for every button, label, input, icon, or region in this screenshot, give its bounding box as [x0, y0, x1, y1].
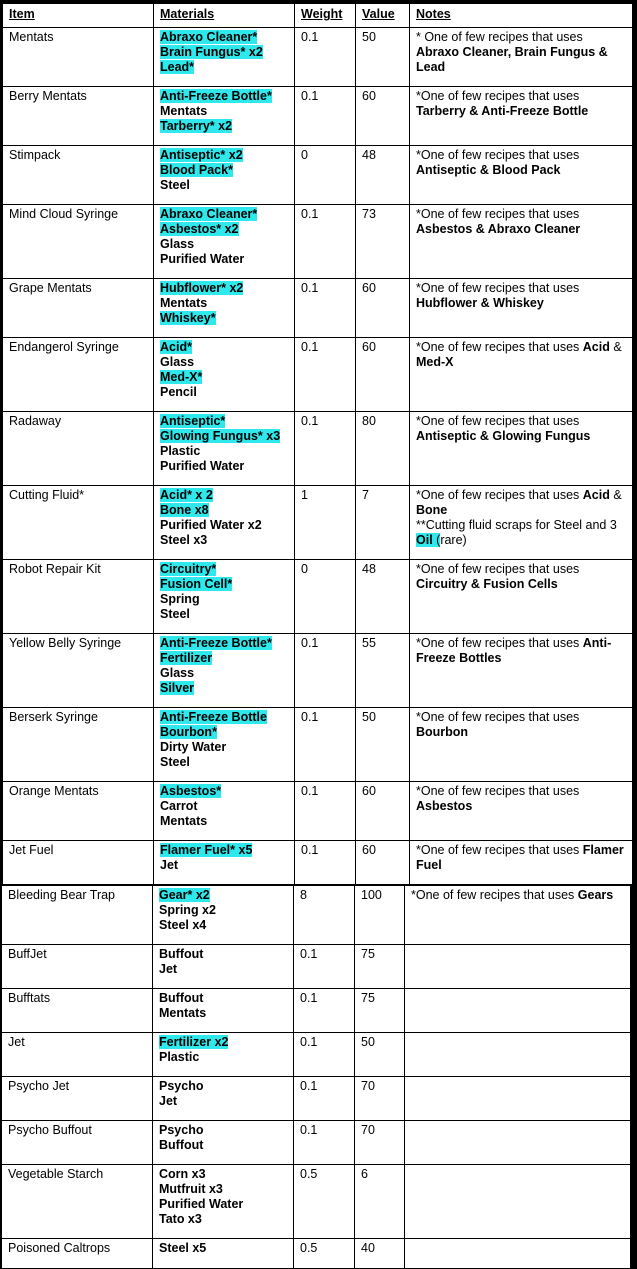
material-text: Plastic	[159, 1050, 200, 1064]
table-row	[2, 1077, 631, 1121]
header-value: Value	[356, 4, 410, 28]
table-row	[3, 412, 633, 486]
item-cell: Poisoned Caltrops	[2, 1239, 153, 1269]
material-entry	[160, 843, 290, 858]
material-text: Mentats	[160, 296, 208, 310]
item-cell: Vegetable Starch	[2, 1165, 153, 1239]
material-text: Gear* x2	[159, 888, 210, 902]
material-entry	[160, 104, 290, 119]
material-text: Asbestos* x2	[160, 222, 239, 236]
material-entry	[159, 918, 289, 933]
materials-cell	[153, 886, 294, 945]
materials-cell	[154, 87, 295, 146]
table-row	[3, 841, 633, 885]
note-text: &	[609, 488, 622, 502]
item-cell: BuffJet	[2, 945, 153, 989]
material-entry	[160, 681, 290, 696]
material-entry	[160, 237, 290, 252]
notes-cell	[405, 1121, 631, 1165]
notes-cell	[410, 841, 633, 885]
material-entry	[159, 962, 289, 977]
note-text: Med-X	[416, 355, 454, 369]
material-entry	[160, 503, 290, 518]
value-cell: 60	[356, 338, 410, 412]
notes-cell	[410, 412, 633, 486]
material-text: Acid*	[160, 340, 192, 354]
notes-cell	[410, 28, 633, 87]
materials-cell	[154, 146, 295, 205]
material-entry	[160, 755, 290, 770]
materials-cell	[153, 1077, 294, 1121]
note-text: *One of few recipes that uses	[416, 784, 580, 798]
material-entry	[160, 119, 290, 134]
note-text: Anti-Freeze Bottles	[416, 636, 612, 665]
material-text: Abraxo Cleaner*	[160, 207, 258, 221]
note-text: Asbestos & Abraxo Cleaner	[416, 222, 581, 236]
material-entry	[160, 607, 290, 622]
value-cell: 50	[355, 1033, 405, 1077]
material-text: Fusion Cell*	[160, 577, 233, 591]
note-text: *One of few recipes that uses	[416, 636, 583, 650]
material-text: Steel x5	[159, 1241, 207, 1255]
materials-cell	[153, 989, 294, 1033]
note-text: *One of few recipes that uses	[411, 888, 578, 902]
material-entry	[160, 577, 290, 592]
notes-cell	[410, 486, 633, 560]
materials-cell	[153, 1033, 294, 1077]
weight-cell: 0.1	[295, 279, 356, 338]
weight-cell: 0.1	[295, 28, 356, 87]
notes-cell	[410, 708, 633, 782]
material-entry	[159, 1094, 289, 1109]
note-text: &	[609, 340, 622, 354]
material-entry	[160, 784, 290, 799]
material-text: Glowing Fungus* x3	[160, 429, 281, 443]
table-row	[3, 28, 633, 87]
value-cell: 60	[356, 841, 410, 885]
material-text: Flamer Fuel* x5	[160, 843, 253, 857]
material-entry	[160, 296, 290, 311]
value-cell: 7	[356, 486, 410, 560]
material-text: Jet	[160, 858, 179, 872]
note-text: *One of few recipes that uses	[416, 340, 583, 354]
material-text: Glass	[160, 666, 195, 680]
material-entry	[159, 991, 289, 1006]
table-row	[3, 560, 633, 634]
material-text: Steel	[160, 755, 190, 769]
notes-cell	[410, 279, 633, 338]
material-text: Mentats	[160, 814, 208, 828]
material-entry	[159, 1182, 289, 1197]
material-entry	[159, 1006, 289, 1021]
material-text: Mentats	[159, 1006, 207, 1020]
item-cell: Stimpack	[3, 146, 154, 205]
material-entry	[160, 222, 290, 237]
material-entry	[159, 1035, 289, 1050]
notes-cell	[405, 886, 631, 945]
recipes-table-bottom	[1, 885, 631, 1269]
material-entry	[160, 355, 290, 370]
value-cell: 80	[356, 412, 410, 486]
table-row	[3, 708, 633, 782]
note-text: * One of few recipes that uses	[416, 30, 583, 44]
weight-cell: 0.1	[294, 1077, 355, 1121]
material-text: Antiseptic*	[160, 414, 226, 428]
material-entry	[160, 740, 290, 755]
materials-cell	[154, 486, 295, 560]
value-cell: 75	[355, 945, 405, 989]
material-text: Dirty Water	[160, 740, 227, 754]
material-text: Circuitry*	[160, 562, 217, 576]
note-text: *One of few recipes that uses	[416, 281, 580, 295]
material-entry	[160, 370, 290, 385]
material-entry	[160, 710, 290, 725]
material-text: Anti-Freeze Bottle*	[160, 636, 272, 650]
material-text: Steel	[160, 607, 190, 621]
material-text: Tarberry* x2	[160, 119, 233, 133]
item-cell: Mind Cloud Syringe	[3, 205, 154, 279]
note-text: *One of few recipes that uses	[416, 148, 580, 162]
material-entry	[160, 562, 290, 577]
material-text: Blood Pack*	[160, 163, 233, 177]
material-text: Mutfruit x3	[159, 1182, 223, 1196]
note-text: Bourbon	[416, 725, 469, 739]
notes-cell	[410, 146, 633, 205]
note-text: Asbestos	[416, 799, 473, 813]
material-entry	[160, 89, 290, 104]
table-row	[3, 87, 633, 146]
item-cell: Jet	[2, 1033, 153, 1077]
material-entry	[160, 459, 290, 474]
table-row	[2, 1033, 631, 1077]
material-text: Fertilizer x2	[159, 1035, 229, 1049]
material-entry	[159, 1050, 289, 1065]
material-entry	[160, 252, 290, 267]
material-entry	[159, 947, 289, 962]
table-row	[2, 886, 631, 945]
material-entry	[159, 1123, 289, 1138]
material-entry	[160, 163, 290, 178]
notes-cell	[405, 1239, 631, 1269]
material-text: Anti-Freeze Bottle*	[160, 89, 272, 103]
value-cell: 70	[355, 1121, 405, 1165]
material-entry	[159, 1167, 289, 1182]
note-text: *One of few recipes that uses	[416, 710, 580, 724]
material-entry	[160, 725, 290, 740]
weight-cell: 0.1	[294, 1121, 355, 1165]
table-row	[2, 945, 631, 989]
material-entry	[160, 45, 290, 60]
value-cell: 60	[356, 782, 410, 841]
table-row	[3, 205, 633, 279]
material-entry	[160, 533, 290, 548]
material-text: Steel x4	[159, 918, 207, 932]
material-text: Antiseptic* x2	[160, 148, 243, 162]
note-text: Acid	[582, 488, 610, 502]
material-text: Abraxo Cleaner*	[160, 30, 258, 44]
material-entry	[160, 148, 290, 163]
material-text: Med-X*	[160, 370, 203, 384]
item-cell: Berry Mentats	[3, 87, 154, 146]
value-cell: 60	[356, 87, 410, 146]
materials-cell	[154, 338, 295, 412]
note-text: Hubflower & Whiskey	[416, 296, 544, 310]
notes-cell	[405, 989, 631, 1033]
material-text: Corn x3	[159, 1167, 206, 1181]
material-text: Pencil	[160, 385, 197, 399]
materials-cell	[153, 1165, 294, 1239]
note-text: Tarberry & Anti-Freeze Bottle	[416, 104, 589, 118]
material-text: Plastic	[160, 444, 201, 458]
item-cell: Radaway	[3, 412, 154, 486]
material-entry	[160, 60, 290, 75]
material-entry	[160, 444, 290, 459]
item-cell: Mentats	[3, 28, 154, 87]
item-cell: Yellow Belly Syringe	[3, 634, 154, 708]
note-text: *One of few recipes that uses	[416, 488, 583, 502]
note-text: *One of few recipes that uses	[416, 562, 580, 576]
weight-cell: 0.1	[295, 841, 356, 885]
weight-cell: 0.1	[294, 945, 355, 989]
material-entry	[160, 814, 290, 829]
table-row	[2, 1239, 631, 1269]
value-cell: 73	[356, 205, 410, 279]
material-entry	[159, 1079, 289, 1094]
material-entry	[160, 518, 290, 533]
header-notes: Notes	[410, 4, 633, 28]
material-text: Purified Water x2	[160, 518, 262, 532]
header-item: Item	[3, 4, 154, 28]
material-text: Asbestos*	[160, 784, 222, 798]
value-cell: 6	[355, 1165, 405, 1239]
note-text: Flamer Fuel	[416, 843, 624, 872]
table-row	[3, 634, 633, 708]
value-cell: 75	[355, 989, 405, 1033]
note-text: Antiseptic & Glowing Fungus	[416, 429, 591, 443]
notes-cell	[410, 338, 633, 412]
materials-cell	[153, 945, 294, 989]
table-row	[3, 279, 633, 338]
note-text: Bone	[416, 503, 448, 517]
material-entry	[160, 592, 290, 607]
value-cell: 100	[355, 886, 405, 945]
weight-cell: 0	[295, 560, 356, 634]
item-cell: Grape Mentats	[3, 279, 154, 338]
notes-cell	[410, 87, 633, 146]
material-entry	[160, 178, 290, 193]
material-entry	[159, 1212, 289, 1227]
value-cell: 48	[356, 146, 410, 205]
item-cell: Bleeding Bear Trap	[2, 886, 153, 945]
material-text: Bourbon*	[160, 725, 217, 739]
item-cell: Endangerol Syringe	[3, 338, 154, 412]
material-text: Brain Fungus* x2	[160, 45, 263, 59]
material-entry	[160, 858, 290, 873]
material-text: Fertilizer	[160, 651, 213, 665]
material-text: Whiskey*	[160, 311, 216, 325]
material-entry	[160, 281, 290, 296]
material-text: Hubflower* x2	[160, 281, 244, 295]
weight-cell: 0.1	[295, 412, 356, 486]
material-entry	[160, 651, 290, 666]
material-text: Jet	[159, 1094, 178, 1108]
item-cell: Cutting Fluid*	[3, 486, 154, 560]
material-text: Buffout	[159, 991, 204, 1005]
weight-cell: 0.5	[294, 1239, 355, 1269]
notes-cell	[405, 945, 631, 989]
material-entry	[160, 385, 290, 400]
header-materials: Materials	[154, 4, 295, 28]
table-row	[3, 146, 633, 205]
value-cell: 60	[356, 279, 410, 338]
material-text: Jet	[159, 962, 178, 976]
item-cell: Berserk Syringe	[3, 708, 154, 782]
material-entry	[159, 1138, 289, 1153]
material-text: Purified Water	[160, 252, 245, 266]
notes-cell	[410, 782, 633, 841]
notes-cell	[405, 1077, 631, 1121]
material-entry	[160, 311, 290, 326]
material-entry	[160, 488, 290, 503]
materials-cell	[154, 412, 295, 486]
materials-cell	[154, 841, 295, 885]
table-row	[3, 338, 633, 412]
material-entry	[159, 903, 289, 918]
material-text: Psycho	[159, 1123, 204, 1137]
materials-cell	[154, 782, 295, 841]
weight-cell: 8	[294, 886, 355, 945]
value-cell: 70	[355, 1077, 405, 1121]
note-text: Antiseptic & Blood Pack	[416, 163, 561, 177]
weight-cell: 0.1	[295, 782, 356, 841]
note-text: rare)	[440, 533, 467, 547]
table-row	[2, 1121, 631, 1165]
material-text: Buffout	[159, 1138, 204, 1152]
material-entry	[160, 429, 290, 444]
material-entry	[160, 636, 290, 651]
note-text: (	[432, 533, 441, 547]
material-text: Bone x8	[160, 503, 209, 517]
notes-cell	[410, 634, 633, 708]
material-text: Steel	[160, 178, 190, 192]
material-text: Spring	[160, 592, 200, 606]
weight-cell: 0.1	[295, 205, 356, 279]
note-text: **Cutting fluid scraps for Steel and 3	[416, 518, 617, 532]
table-row	[2, 1165, 631, 1239]
material-entry	[160, 666, 290, 681]
weight-cell: 0.1	[294, 1033, 355, 1077]
material-entry	[159, 1241, 289, 1256]
material-text: Spring x2	[159, 903, 216, 917]
value-cell: 50	[356, 28, 410, 87]
materials-cell	[154, 279, 295, 338]
materials-cell	[154, 28, 295, 87]
materials-cell	[153, 1121, 294, 1165]
note-text: Oil	[416, 533, 433, 547]
note-text: *One of few recipes that uses	[416, 207, 580, 221]
material-entry	[160, 799, 290, 814]
materials-cell	[154, 205, 295, 279]
note-text: *One of few recipes that uses	[416, 89, 580, 103]
table-row	[2, 989, 631, 1033]
material-text: Glass	[160, 355, 195, 369]
note-text: Acid	[582, 340, 610, 354]
materials-cell	[154, 560, 295, 634]
material-text: Psycho	[159, 1079, 204, 1093]
material-text: Mentats	[160, 104, 208, 118]
material-entry	[159, 888, 289, 903]
material-text: Glass	[160, 237, 195, 251]
materials-cell	[154, 708, 295, 782]
material-entry	[160, 340, 290, 355]
material-text: Carrot	[160, 799, 198, 813]
recipes-table-top	[2, 3, 633, 885]
weight-cell: 0	[295, 146, 356, 205]
material-text: Steel x3	[160, 533, 208, 547]
material-entry	[160, 30, 290, 45]
weight-cell: 0.1	[295, 87, 356, 146]
item-cell: Psycho Buffout	[2, 1121, 153, 1165]
note-text: *One of few recipes that uses	[416, 414, 580, 428]
material-text: Buffout	[159, 947, 204, 961]
weight-cell: 0.1	[294, 989, 355, 1033]
material-text: Purified Water	[159, 1197, 244, 1211]
materials-cell	[153, 1239, 294, 1269]
item-cell: Orange Mentats	[3, 782, 154, 841]
material-text: Lead*	[160, 60, 195, 74]
material-text: Anti-Freeze Bottle	[160, 710, 267, 724]
header-row	[3, 4, 633, 28]
weight-cell: 0.1	[295, 338, 356, 412]
note-text: Gears	[577, 888, 614, 902]
material-entry	[159, 1197, 289, 1212]
notes-cell	[410, 560, 633, 634]
note-text: Abraxo Cleaner, Brain Fungus & Lead	[416, 45, 608, 74]
header-weight: Weight	[295, 4, 356, 28]
value-cell: 50	[356, 708, 410, 782]
item-cell: Robot Repair Kit	[3, 560, 154, 634]
item-cell: Bufftats	[2, 989, 153, 1033]
weight-cell: 0.5	[294, 1165, 355, 1239]
notes-cell	[410, 205, 633, 279]
weight-cell: 0.1	[295, 634, 356, 708]
value-cell: 40	[355, 1239, 405, 1269]
material-text: Tato x3	[159, 1212, 202, 1226]
weight-cell: 1	[295, 486, 356, 560]
value-cell: 48	[356, 560, 410, 634]
material-entry	[160, 207, 290, 222]
material-entry	[160, 414, 290, 429]
table-row	[3, 782, 633, 841]
note-text: *One of few recipes that uses	[416, 843, 583, 857]
item-cell: Psycho Jet	[2, 1077, 153, 1121]
weight-cell: 0.1	[295, 708, 356, 782]
notes-cell	[405, 1033, 631, 1077]
note-text: Circuitry & Fusion Cells	[416, 577, 558, 591]
table-row	[3, 486, 633, 560]
value-cell: 55	[356, 634, 410, 708]
material-text: Acid* x 2	[160, 488, 213, 502]
notes-cell	[405, 1165, 631, 1239]
material-text: Purified Water	[160, 459, 245, 473]
item-cell: Jet Fuel	[3, 841, 154, 885]
materials-cell	[154, 634, 295, 708]
material-text: Silver	[160, 681, 195, 695]
